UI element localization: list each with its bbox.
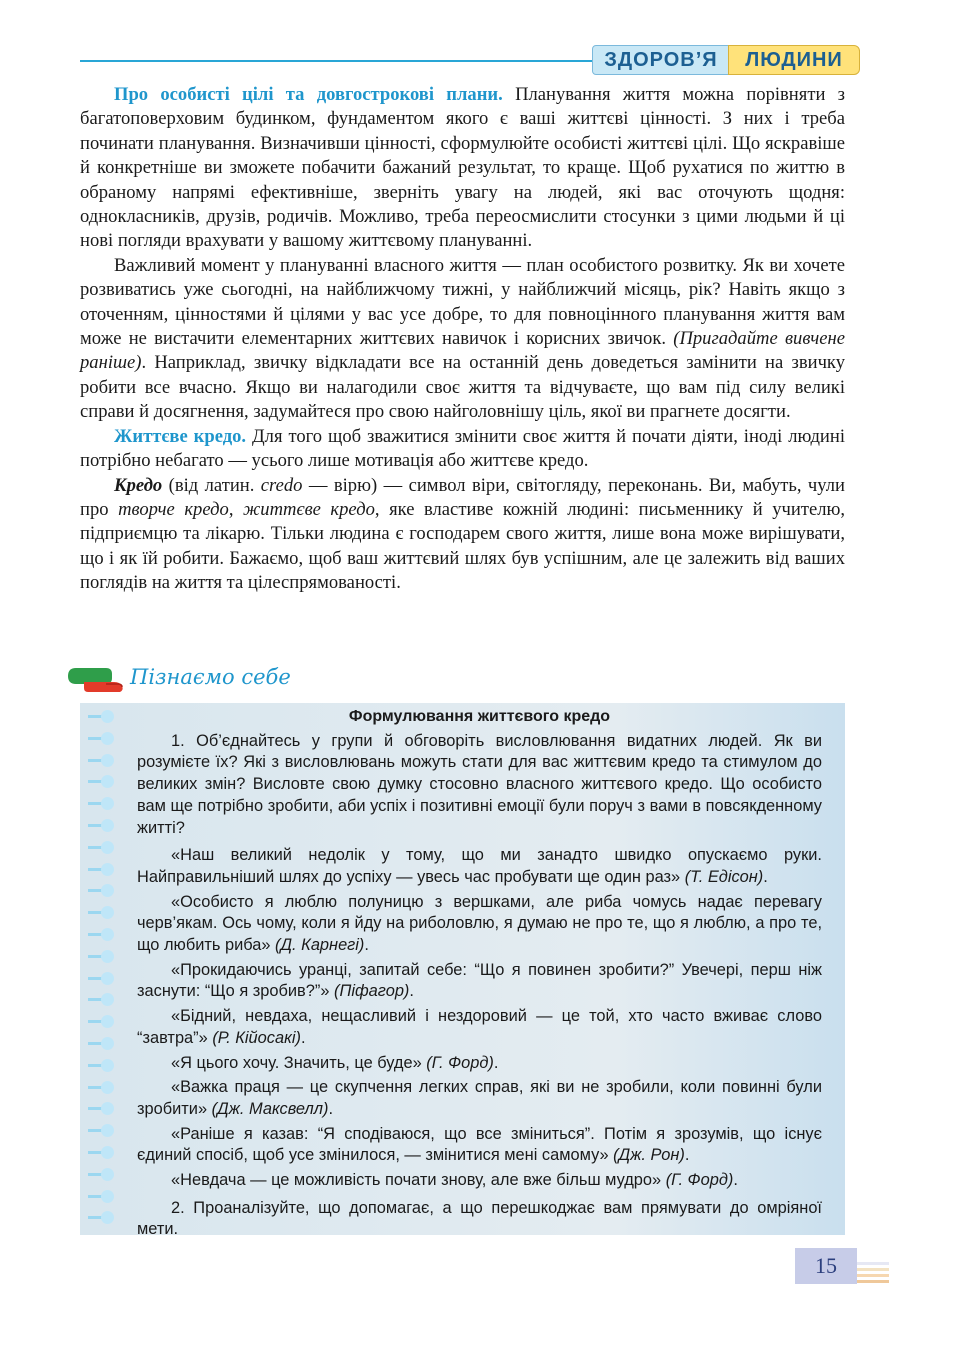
- paragraph-text: ,: [228, 498, 244, 520]
- notebook-ring: [88, 928, 116, 941]
- notebook-ring: [88, 732, 116, 745]
- task-1: 1. Об’єднайтесь у групи й обговоріть висловлювання видатних людей. Як ви розумієте їх? Які з висловлювань можуть стати для вас життєвим кредо та стимулом до великих змін? Висловте свою думку стосовно власного життєвого кредо. Що особисто вам ще потрібно зробити, аби успіх і позитивні емоції були поруч з вами в повсякденному житті?: [137, 731, 822, 837]
- paragraph-text: Для того щоб зважитися змінити своє життя й почати діяти, іноді людині потрібно небагато — усього лише мотивація або життєве кредо.: [80, 425, 845, 472]
- quote: [137, 960, 822, 1003]
- quote-text: «Наш великий недолік у тому, що ми занадто швидко опускаємо руки. Найправильніший шлях до успіху — увесь час пробувати ще один раз»: [137, 846, 822, 886]
- quote-author: (Д. Карнегі): [275, 936, 365, 955]
- quote-text: «Раніше я казав: “Я сподіваюся, що все зміниться”. Потім я зрозумів, що існує єдиний спосіб, щоб усе змінилося, — змінитися мені самому»: [137, 1124, 822, 1165]
- notebook-ring: [88, 775, 116, 788]
- notebook-ring: [88, 1124, 116, 1137]
- paragraph-lead-credo: Життєве кредо.: [114, 425, 247, 447]
- quote-author: (Г. Форд): [426, 1053, 494, 1072]
- pointing-hand-icon: [66, 664, 128, 696]
- paragraph-credo-intro: [80, 425, 845, 474]
- paragraph-credo-definition: [80, 474, 845, 596]
- quote-text: «Важка праця — це скупчення легких справ, які ви не зробили, коли повинні були зробити»: [137, 1078, 822, 1118]
- quote-end: .: [733, 1171, 738, 1190]
- latin-word: credo: [260, 474, 303, 496]
- italic-phrase: творче кредо: [118, 498, 229, 520]
- quote-author: (Г. Форд): [665, 1171, 734, 1190]
- quote-end: .: [328, 1099, 333, 1118]
- notebook-ring: [88, 819, 116, 832]
- quote-author: (Р. Кійосакі): [212, 1028, 301, 1047]
- page-number: 15: [795, 1248, 857, 1284]
- quote-author: (Т. Едісон): [684, 867, 764, 886]
- header-section-part2: ЛЮДИНИ: [728, 45, 860, 75]
- paragraph-text: Важливий момент у плануванні власного життя — план особистого розвитку. Як ви хочете розвиватись уже сьогодні, на найближчому тижні, у найближчий місяць, рік? Навіть якщо з оточенням, цінностями й цілями у вас усе добре, то для повноцінного планування життя вам може не вистачити елементарних життєвих навичок і корисних звичок.: [80, 254, 845, 350]
- quote-end: .: [763, 867, 768, 886]
- quote-text: «Невдача — це можливість почати знову, але вже більш мудро»: [171, 1171, 666, 1190]
- paragraph-lead-goals: Про особисті цілі та довгострокові плани.: [114, 84, 503, 105]
- quote: [137, 845, 822, 888]
- quote-end: .: [684, 1146, 690, 1165]
- recall-note: (Пригадайте вивчене раніше): [80, 328, 845, 374]
- activity-content: [137, 706, 822, 1241]
- quotes-list: [137, 845, 822, 1192]
- notebook-ring: [88, 1081, 116, 1094]
- notebook-ring: [88, 710, 116, 723]
- notebook-ring: [88, 1037, 116, 1050]
- page-edge: [855, 1274, 889, 1277]
- notebook-ring: [88, 863, 116, 876]
- quote-author: (Дж. Максвелл): [211, 1099, 329, 1118]
- quote: [137, 1053, 822, 1075]
- activity-title: Формулювання життєвого кредо: [348, 708, 611, 725]
- section-title: Пізнаємо себе: [130, 665, 291, 689]
- quote: [137, 892, 822, 957]
- quote-end: .: [364, 936, 369, 955]
- paragraph-text: Планування життя можна порівняти з багатоповерховим будинком, фундаментом якого є ваші життєві цінності. З них і треба починати планування. Визначивши цінності, сформулюйте особисті життєві цілі. Що яскравіше й конкретніше ви зможете побачити бажаний результат, то краще. Щоб рухатися по життю в обраному напрямі ефективніше, зверніть увагу на людей, які вас оточують щодня: однокласників, друзів, родичів. Можливо, треба переосмислити стосунки з цими людьми й ці нові погляди врахувати у вашому життєвому плануванні.: [80, 84, 845, 252]
- notebook-ring: [88, 1146, 116, 1159]
- task-2: 2. Проаналізуйте, що допомагає, а що перешкоджає вам прямувати до омріяної мети.: [137, 1198, 822, 1239]
- quote-text: «Особисто я люблю полуницю з вершками, але риба чомусь надає перевагу черв’якам. Ось чому, коли я йду на риболовлю, я думаю не про те, що я люблю, а про те, що любить риба»: [137, 892, 822, 955]
- page-edge: [855, 1262, 889, 1265]
- notebook-ring: [88, 797, 116, 810]
- notebook-ring: [88, 972, 116, 985]
- header-section-part1: ЗДОРОВ’Я: [592, 45, 730, 75]
- section-heading: [66, 664, 366, 696]
- page-number-tab: [795, 1248, 885, 1284]
- notebook-ring: [88, 1102, 116, 1115]
- quote-author: (Піфагор): [334, 982, 410, 1001]
- notebook-ring: [88, 993, 116, 1006]
- quote-text: «Я цього хочу. Значить, це буде»: [171, 1053, 427, 1072]
- term-credo: Кредо: [114, 474, 163, 496]
- italic-phrase: життєве кредо: [243, 498, 375, 520]
- page-edge: [855, 1280, 889, 1283]
- quote-author: (Дж. Рон): [613, 1146, 685, 1165]
- quote-end: .: [300, 1028, 306, 1047]
- notebook-ring: [88, 906, 116, 919]
- quote: [137, 1170, 822, 1192]
- notebook-ring: [88, 754, 116, 767]
- paragraph-development: [80, 254, 845, 425]
- quote: [137, 1077, 822, 1120]
- notebook-ring: [88, 841, 116, 854]
- quote-end: .: [409, 982, 414, 1001]
- notebook-ring: [88, 1168, 116, 1181]
- page-edge: [855, 1268, 889, 1271]
- main-text: [80, 83, 845, 596]
- notebook-ring: [88, 950, 116, 963]
- notebook-ring: [88, 884, 116, 897]
- quote-text: «Прокидаючись уранці, запитай себе: “Що я повинен зробити?” Увечері, перш ніж заснути: “Що я зробив?”»: [137, 960, 822, 1001]
- quote-end: .: [493, 1053, 499, 1072]
- notebook-ring: [88, 1015, 116, 1028]
- paragraph-text: — вірю) — символ віри, світогляду, переконань. Ви, мабуть, чули про: [80, 474, 845, 520]
- quote: [137, 1006, 822, 1049]
- quote-text: «Бідний, невдаха, нещасливий і нездоровий — це той, хто часто вживає слово “завтра”»: [137, 1007, 822, 1047]
- paragraph-text: . Наприклад, звичку відкладати все на останній день доведеться замінити на звичку робити все вчасно. Якщо ви налагодили своє життя та відчуваєте, що вам під силу великі справи й досягнення, задумайтеся про свою найголовнішу ціль, якої ви прагнете досягти.: [80, 352, 845, 423]
- notebook-ring: [88, 1190, 116, 1203]
- paragraph-text: , яке властиве кожній людині: письменнику й учителю, підприємцю та лікарю. Тільки людина є господарем свого життя, лише вона може вирішувати, що і як їй робити. Бажаємо, щоб ваш життєвий шлях був успішним, але це залежить від ваших поглядів на життя та цілеспрямованості.: [80, 498, 846, 594]
- paragraph-text: (від латин.: [162, 474, 261, 496]
- header-rule: [80, 60, 600, 62]
- paragraph-goals: [80, 83, 845, 254]
- notebook-rings: [88, 710, 118, 1230]
- notebook-ring: [88, 1059, 116, 1072]
- notebook-ring: [88, 1211, 116, 1224]
- quote: [137, 1124, 822, 1167]
